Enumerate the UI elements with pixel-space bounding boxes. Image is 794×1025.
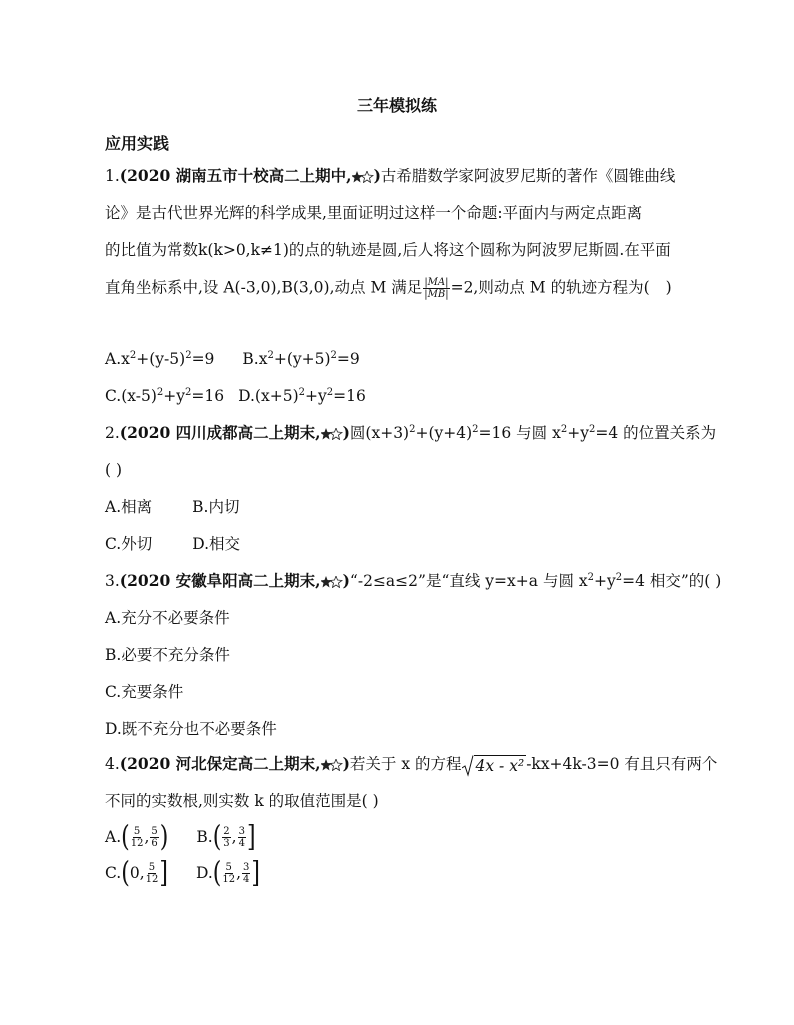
q2-option-d[interactable]: D.相交 <box>192 535 241 553</box>
q1-line-2: 论》是古代世界光辉的科学成果,里面证明过这样一个命题:平面内与两定点距离 <box>105 204 643 222</box>
q4-option-a[interactable]: A.( $\frac{5}{12}$ , $\frac{5}{6}$ ) <box>105 820 169 854</box>
q3-source: (2020 安徽阜阳高二上期末, <box>119 571 321 590</box>
q4-source: (2020 河北保定高二上期末, <box>119 754 321 773</box>
ratio-numerator: |MA| <box>424 277 449 288</box>
q1-text-4c: ) <box>665 278 672 297</box>
q2-answer-blank: ( ) <box>105 461 123 479</box>
q1-option-a[interactable]: $A.x^2+(y-5)^2=9$ <box>105 349 215 368</box>
q4-line-1: 4.(2020 河北保定高二上期末, )若关于 x 的方程 4x - x² -kx+4k-3=0 有且只有两个 <box>105 754 718 775</box>
q4-option-d[interactable]: D.( $\frac{5}{12}$ , $\frac{3}{4}$ ] <box>195 856 260 890</box>
q2-option-c[interactable]: C.外切 <box>105 535 153 553</box>
q1-source-close: ) <box>373 166 381 185</box>
q2-source-close: ) <box>342 423 350 442</box>
q4-line-2: 不同的实数根,则实数 k 的取值范围是( ) <box>105 792 379 810</box>
q2-option-a[interactable]: A.相离 <box>105 498 153 516</box>
ratio-denominator: |MB| <box>424 289 449 300</box>
q1-line-3: 的比值为常数k(k>0,k≠1)的点的轨迹是圆,后人将这个圆称为阿波罗尼斯圆.在平面 <box>105 241 671 259</box>
q3-number: 3. <box>105 572 120 590</box>
q2-line-1: 2.(2020 四川成都高二上期末, )圆$(x+3)^2+(y+4)^2=16$ 与圆 $x^2+y^2=4$ 的位置关系为 <box>105 423 717 442</box>
q3-source-close: ) <box>342 571 350 590</box>
q4-options-cd <box>105 856 260 890</box>
q1-line-4 <box>105 277 672 300</box>
q1-options-ab <box>105 349 360 369</box>
q3-line-1: 3.(2020 安徽阜阳高二上期末, )“-2≤a≤2”是“直线 y=x+a 与圆 $x^2+y^2=4$ 相交”的( ) <box>105 571 722 590</box>
square-root <box>462 755 527 776</box>
q2-options-cd <box>105 534 240 554</box>
q4-option-c[interactable]: C.(0, $\frac{5}{12}$ ] <box>105 856 168 890</box>
difficulty-stars-icon <box>321 759 343 771</box>
q1-options-cd <box>105 386 366 406</box>
q2-options-ab <box>105 497 239 517</box>
q1-option-c[interactable]: $C.(x-5)^2+y^2=16$ <box>105 386 225 405</box>
q1-option-b[interactable]: $B.x^2+(y+5)^2=9$ <box>242 349 360 368</box>
q1-text-1: 古希腊数学家阿波罗尼斯的著作《圆锥曲线 <box>380 167 676 185</box>
q3-option-a[interactable]: A.充分不必要条件 <box>105 609 230 627</box>
q2-number: 2. <box>105 424 120 442</box>
q4-options-ab <box>105 820 256 854</box>
q4-source-close: ) <box>342 754 350 773</box>
page-title: 三年模拟练 <box>356 96 437 115</box>
q3-option-c[interactable]: C.充要条件 <box>105 683 184 701</box>
q1-source: (2020 湖南五市十校高二上期中, <box>119 166 352 185</box>
radicand: 4x - x² <box>475 756 525 775</box>
q3-option-b[interactable]: B.必要不充分条件 <box>105 646 230 664</box>
q4-option-b[interactable]: B.( $\frac{2}{3}$ , $\frac{3}{4}$ ] <box>196 820 256 854</box>
q1-number: 1. <box>105 167 120 185</box>
q2-option-b[interactable]: B.内切 <box>192 498 240 516</box>
ratio-fraction <box>423 277 449 300</box>
difficulty-stars-icon <box>352 171 374 183</box>
difficulty-stars-icon <box>321 428 343 440</box>
q4-number: 4. <box>105 755 120 773</box>
q1-line-1 <box>105 166 675 186</box>
q2-source: (2020 四川成都高二上期末, <box>119 423 321 442</box>
q1-text-4b: =2,则动点 M 的轨迹方程为( <box>450 278 650 297</box>
difficulty-stars-icon <box>321 576 343 588</box>
section-heading: 应用实践 <box>105 134 170 153</box>
q1-option-d[interactable]: $D.(x+5)^2+y^2=16$ <box>238 386 366 405</box>
q3-option-d[interactable]: D.既不充分也不必要条件 <box>105 720 277 738</box>
q1-text-4a: 直角坐标系中,设 A(-3,0),B(3,0),动点 M 满足 <box>105 278 423 297</box>
